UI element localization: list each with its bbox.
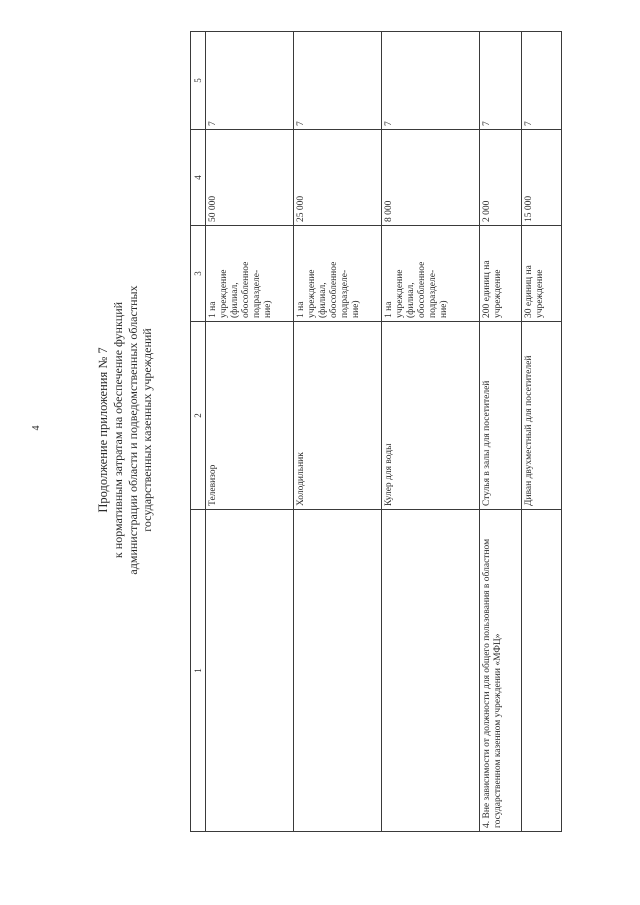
column-number-4: 4 — [191, 130, 206, 226]
price-cell: 50 000 — [206, 130, 294, 226]
item-name-cell: Диван двухместный для посетителей — [522, 322, 562, 510]
useful-life-cell: 7 — [522, 32, 562, 130]
item-name-cell: Стулья в залы для посетителей — [480, 322, 522, 510]
column-number-3: 3 — [191, 226, 206, 322]
useful-life-cell: 7 — [206, 32, 294, 130]
quantity-cell: 1 на учреждение (филиал, обособленное подразделе- ние) — [294, 226, 382, 322]
normative-costs-table — [190, 31, 562, 832]
page-number: 4 — [31, 425, 42, 431]
quantity-cell: 1 на учреждение (филиал, обособленное подразделе- ние) — [382, 226, 480, 322]
table-row — [294, 32, 382, 832]
table-row — [206, 32, 294, 832]
useful-life-cell: 7 — [382, 32, 480, 130]
column-number-1: 1 — [191, 510, 206, 832]
header-line-2: к нормативным затратам на обеспечение функций — [111, 301, 125, 559]
document-header — [94, 20, 202, 840]
price-cell: 2 000 — [480, 130, 522, 226]
category-cell — [522, 510, 562, 832]
item-name-cell: Телевизор — [206, 322, 294, 510]
category-cell: 4. Вне зависимости от должности для общего пользования в областном государственном казенном учреждении «МФЦ» — [480, 510, 522, 832]
price-cell: 15 000 — [522, 130, 562, 226]
table-row — [382, 32, 480, 832]
column-number-5: 5 — [191, 32, 206, 130]
quantity-cell: 200 единиц на учреждение — [480, 226, 522, 322]
useful-life-cell: 7 — [294, 32, 382, 130]
price-cell: 25 000 — [294, 130, 382, 226]
column-number-row — [191, 32, 206, 832]
quantity-cell: 1 на учреждение (филиал, обособленное подразделе- ние) — [206, 226, 294, 322]
item-name-cell: Кулер для воды — [382, 322, 480, 510]
category-cell — [294, 510, 382, 832]
table-row — [480, 32, 522, 832]
header-line-3: администрации области и подведомственных областных — [125, 285, 140, 575]
header-line-4: государственных казенных учреждений — [140, 328, 154, 532]
category-cell — [382, 510, 480, 832]
category-cell — [206, 510, 294, 832]
column-number-2: 2 — [191, 322, 206, 510]
header-line-1: Продолжение приложения № 7 — [96, 347, 110, 513]
table-row — [522, 32, 562, 832]
item-name-cell: Холодильник — [294, 322, 382, 510]
landscape-page — [94, 20, 624, 840]
useful-life-cell: 7 — [480, 32, 522, 130]
quantity-cell: 30 единиц на учреждение — [522, 226, 562, 322]
price-cell: 8 000 — [382, 130, 480, 226]
